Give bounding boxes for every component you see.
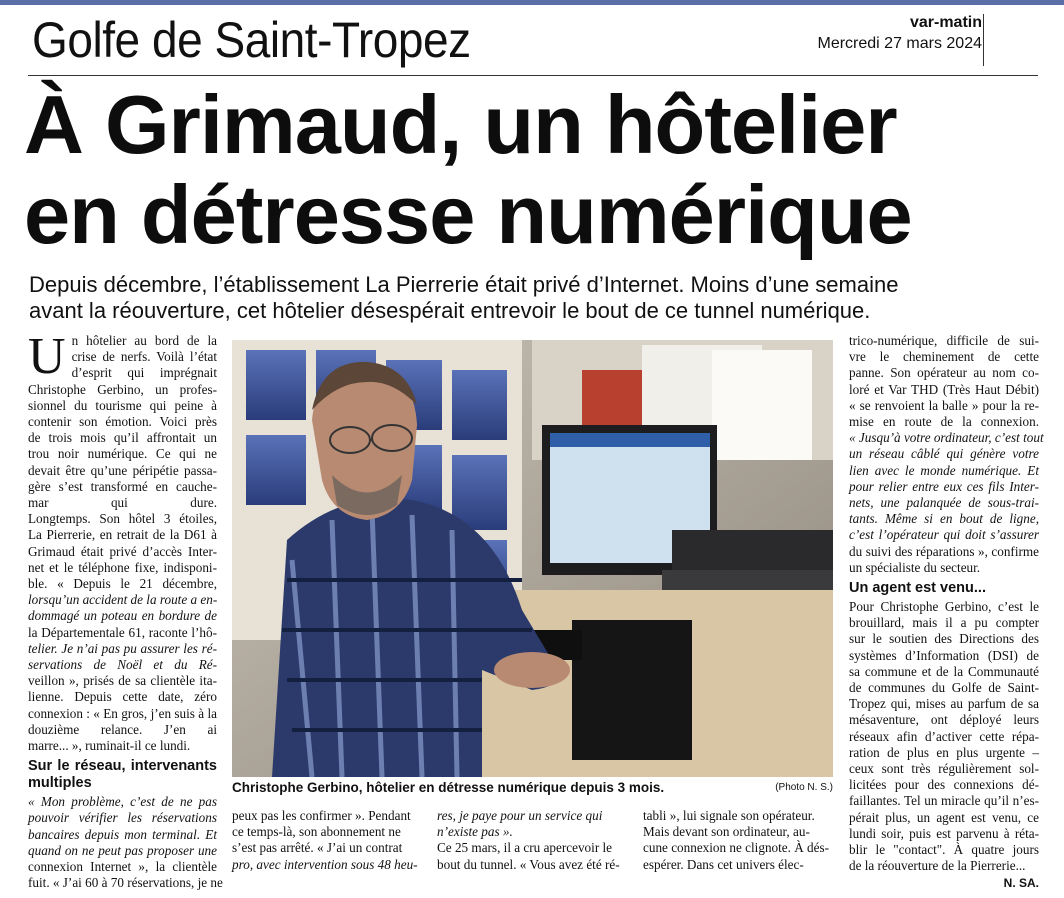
text-line: servations de Noël et du Ré- [28, 657, 217, 673]
text-line: Longtemps. Son hôtel 3 étoiles, [28, 511, 217, 527]
text-line: Grimaud était privé d’accès Inter- [28, 543, 217, 559]
text-line: telier. Je n’ai pas pu assurer les ré- [28, 640, 217, 656]
text-line: « Mon problème, c’est de ne pas [28, 794, 217, 810]
text-line: un réseau câblé qui génère votre [849, 446, 1039, 462]
standfirst [29, 272, 1039, 324]
top-color-bar [0, 0, 1064, 5]
text-line: de la réouverture de la Pierrerie... [849, 858, 1026, 874]
text-line: mésaventure, ont déployé leurs [849, 712, 1039, 728]
text-line: veillon », prisés de sa clientèle ita- [28, 673, 217, 689]
standfirst-line: avant la réouverture, cet hôtelier désespérait entrevoir le bout de ce tunnel numérique. [29, 298, 871, 323]
text-line: connexion : « En gros, j’en suis à la [28, 705, 217, 721]
text-line: systèmes d’Information (DSI) de [849, 647, 1039, 663]
publication-date: Mercredi 27 mars 2024 [817, 35, 982, 52]
text-line: tabli », lui signale son opérateur. [643, 808, 815, 823]
text-line: res, je paye pour un service qui [437, 808, 603, 823]
text-line: connexion Internet », la clientèle [28, 859, 217, 875]
text-line: bout du tunnel. « Vous avez été ré- [437, 856, 620, 872]
text-line: ble. « Depuis le 21 décembre, [28, 576, 217, 592]
article-column-4 [643, 808, 833, 873]
article-column-3 [437, 808, 627, 873]
text-line: fuit. « J’ai 60 à 70 réservations, je ne [28, 875, 223, 891]
text-line: n hôtelier au bord de la [71, 333, 217, 348]
column-1-body-continued [28, 794, 223, 891]
text-line: c’est l’opérateur qui doit s’assurer [849, 527, 1039, 543]
drop-cap: U [28, 328, 66, 385]
text-line: lienne. Depuis cette date, zéro [28, 689, 217, 705]
section-rubric: Golfe de Saint-Tropez [32, 12, 471, 68]
headline [24, 80, 1044, 260]
text-line: du suivi des réparations », confirme [849, 543, 1039, 559]
text-line: licitées pour des connexions dé- [849, 777, 1039, 793]
text-line: lundi soir, puis est parvenu à réta- [849, 825, 1039, 841]
article-column-5 [849, 333, 1044, 891]
text-line: espérer. Dans cet univers élec- [643, 856, 804, 872]
header-divider [28, 75, 1038, 76]
text-line: net et le téléphone fixe, indisponi- [28, 559, 217, 575]
article-photo [232, 340, 833, 777]
text-line: n’existe pas ». [437, 824, 513, 840]
text-line: d’esprit qui imprégnait [71, 365, 217, 381]
text-line: marre... », ruminait-il ce lundi. [28, 738, 191, 754]
caption-text: Christophe Gerbino, hôtelier en détresse numérique depuis 3 mois. [232, 780, 665, 795]
text-line: Mais devant son ordinateur, au- [643, 824, 810, 840]
text-line: brouillard, mais il a pu compter [849, 615, 1039, 631]
text-line: peux pas les confirmer ». Pendant [232, 808, 411, 823]
text-line: ceux sont très régulièrement sol- [849, 761, 1039, 777]
text-line: quand on ne peut pas proposer une [28, 842, 217, 858]
text-line: dommagé un poteau en bordure de [28, 608, 217, 624]
text-line: « se renvoient la balle » pour la re- [849, 397, 1039, 413]
text-line: La Pierrerie, en retrait de la D61 à [28, 527, 217, 543]
column-5-body [849, 333, 1044, 576]
photo-credit: (Photo N. S.) [775, 782, 833, 793]
photo-hotelier-at-computer [232, 340, 833, 777]
text-line: mar qui dure. [28, 495, 217, 511]
text-line: pro, avec intervention sous 48 heu- [232, 856, 418, 872]
column-5-body-continued [849, 599, 1039, 874]
text-line: la Départementale 61, raconte l’hô- [28, 624, 217, 640]
photo-caption [232, 779, 833, 797]
text-line: réseaux afin d’activer cette répa- [849, 728, 1039, 744]
text-line: gère s’est transformé en cauche- [28, 478, 217, 494]
text-line: de communes du Golfe de Saint- [849, 680, 1039, 696]
text-line: ration de plus en plus urgente – [849, 744, 1039, 760]
text-line: faillantes. Tel un miracle qu’il n’es- [849, 793, 1039, 809]
masthead [817, 14, 982, 54]
text-line: loré et Var THD (Très Haut Débit) [849, 381, 1039, 397]
headline-line: en détresse numérique [24, 168, 912, 261]
text-line: pour relier entre eux ces fils Inter- [849, 478, 1039, 494]
standfirst-line: Depuis décembre, l’établissement La Pierrerie était privé d’Internet. Moins d’une semaine [29, 272, 899, 297]
text-line: Tropez qui, mises au parfum de sa [849, 696, 1039, 712]
article-column-2 [232, 808, 422, 873]
text-line: sa commune et de la Communauté [849, 663, 1039, 679]
text-line: cune connexion ne clignote. À dés- [643, 840, 830, 856]
text-line: un spécialiste du secteur. [849, 559, 981, 575]
text-line: Ce 25 mars, il a cru apercevoir le [437, 840, 613, 856]
text-line: sur le soutien des Directions des [849, 631, 1039, 647]
subhead-reseau: Sur le réseau, intervenants multiples [28, 758, 217, 792]
text-line: « Jusqu’à votre ordinateur, c’est tout [849, 430, 1044, 446]
headline-line: À Grimaud, un hôtelier [24, 78, 897, 171]
text-line: lien avec le monde numérique. Et [849, 462, 1039, 478]
author-signature: N. SA. [1003, 875, 1039, 890]
subhead-agent: Un agent est venu... [849, 580, 986, 597]
text-line: Christophe Gerbino, un profes- [28, 381, 217, 397]
text-line: blir le "contact". À quatre jours [849, 842, 1039, 858]
text-line: nets, une palanquée de sous-trai- [849, 495, 1039, 511]
text-line: trico-numérique, difficile de sui- [849, 333, 1039, 348]
text-line: de trois mois qu’il affrontait un [28, 430, 217, 446]
text-line: devait être qu’une péripétie passa- [28, 462, 217, 478]
text-line: bancaires depuis mon terminal. Et [28, 826, 217, 842]
column-1-body [28, 328, 218, 754]
article-column-1 [28, 328, 223, 892]
text-line: lorsqu’un accident de la route a en- [28, 592, 218, 608]
text-line: pérait plus, un agent est venu, ce [849, 809, 1039, 825]
text-line: douzième relance. J’en ai [28, 721, 217, 737]
text-line: tants. Même si en bout de ligne, [849, 511, 1039, 527]
newspaper-name: var-matin [909, 14, 982, 31]
text-line: vre le cheminement de cette [849, 349, 1039, 365]
text-line: trou noir numérique. Ce qui ne [28, 446, 217, 462]
text-line: s’est pas arrêté. « J’ai un contrat [232, 840, 403, 856]
text-line: ce temps-là, son abonnement ne [232, 824, 401, 840]
text-line: crise de nerfs. Voilà l’état [71, 349, 217, 365]
text-line: contenir son émotion. Voici près [28, 414, 217, 430]
text-line: panne. Son opérateur au nom co- [849, 365, 1039, 381]
text-line: sionnel du tourisme qui peine à [28, 397, 217, 413]
text-line: Pour Christophe Gerbino, c’est le [849, 599, 1039, 615]
text-line: pouvoir vérifier les réservations [28, 810, 217, 826]
masthead-rule [983, 14, 984, 66]
text-line: mise en route de la connexion. [849, 414, 1039, 430]
